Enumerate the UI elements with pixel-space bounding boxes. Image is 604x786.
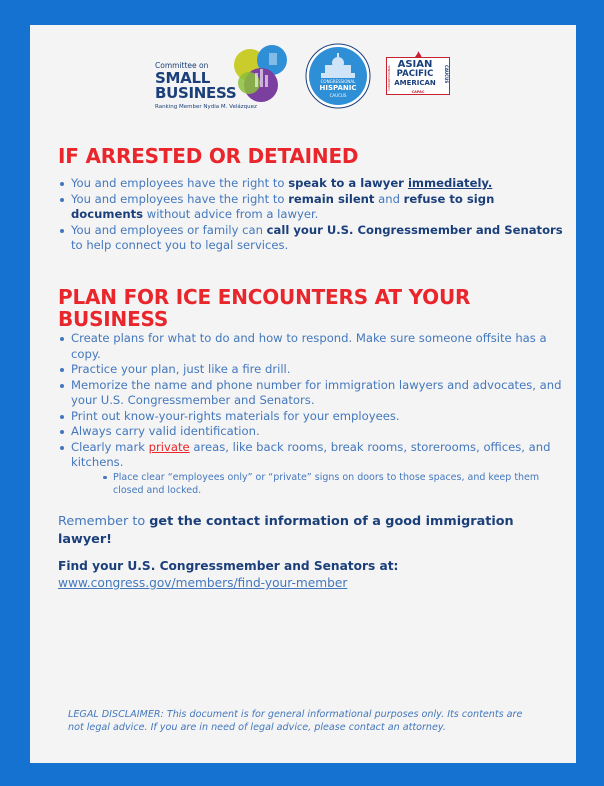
capac-asian-text: ASIAN [397,59,433,70]
capac-side-left-text: CONGRESSIONAL [387,65,391,92]
capac-american-text: AMERICAN [394,79,436,87]
list-item: Practice your plan, just like a fire drill. [58,362,563,378]
legal-disclaimer: LEGAL DISCLAIMER: This document is for general informational purposes only. Its contents are not legal advice. If you are in need of legal advice, please contact an attorney. [68,709,523,733]
capac-bottom-text: CAPAC [411,90,425,94]
list-item: Print out know-your-rights materials for your employees. [58,409,563,425]
list-item: You and employees or family can call your U.S. Congressmember and Senators to help connect you to legal services. [58,223,563,254]
csb-ranking-text: Ranking Member Nydia M. Velázquez [155,104,257,110]
ice-plan-heading-line1: PLAN FOR ICE ENCOUNTERS AT YOUR [58,285,471,309]
remember-note: Remember to get the contact information of a good immigration lawyer! [58,514,514,547]
csb-business-text: BUSINESS [155,84,237,102]
list-item: Create plans for what to do and how to respond. Make sure someone offsite has a copy. [58,331,563,362]
arrested-list [58,176,563,254]
arrested-heading: IF ARRESTED OR DETAINED [58,144,359,168]
csb-committee-text: Committee on [155,61,209,70]
ice-plan-list [58,331,563,498]
chc-caucus-text: CAUCUS [329,93,347,98]
list-item: Clearly mark private areas, like back rooms, break rooms, storerooms, offices, and kitchens. Place clear “employees only” or “private” signs on doors to those spaces, and keep them closed and locked. [58,440,563,498]
list-item: You and employees have the right to speak to a lawyer immediately. [58,176,563,192]
logo-header [30,37,576,115]
ice-plan-sublist [101,471,563,498]
ice-plan-heading [58,286,470,330]
hispanic-caucus-logo [305,43,371,109]
chc-congressional-text: CONGRESSIONAL [320,79,356,84]
find-congressmember-label: Find your U.S. Congressmember and Senators at: [58,559,399,573]
capac-pacific-text: PACIFIC [396,69,434,79]
flyer-page [30,25,576,763]
small-business-committee-logo [155,43,295,111]
find-member-link[interactable]: www.congress.gov/members/find-your-member [58,576,348,590]
chc-hispanic-text: HISPANIC [319,84,357,92]
list-item: Always carry valid identification. [58,424,563,440]
csb-small-text: SMALL [155,69,210,87]
sub-list-item: Place clear “employees only” or “private” signs on doors to those spaces, and keep them closed and locked. [101,471,563,498]
capac-side-right-text: CAUCUS [444,65,449,84]
capac-logo [384,51,452,101]
list-item: You and employees have the right to remain silent and refuse to sign documents without advice from a lawyer. [58,192,563,223]
ice-plan-heading-line2: BUSINESS [58,307,169,331]
capitol-seal-icon [305,43,371,109]
csb-circles-icon [225,43,295,105]
list-item: Memorize the name and phone number for immigration lawyers and advocates, and your U.S. Congressmember and Senators. [58,378,563,409]
